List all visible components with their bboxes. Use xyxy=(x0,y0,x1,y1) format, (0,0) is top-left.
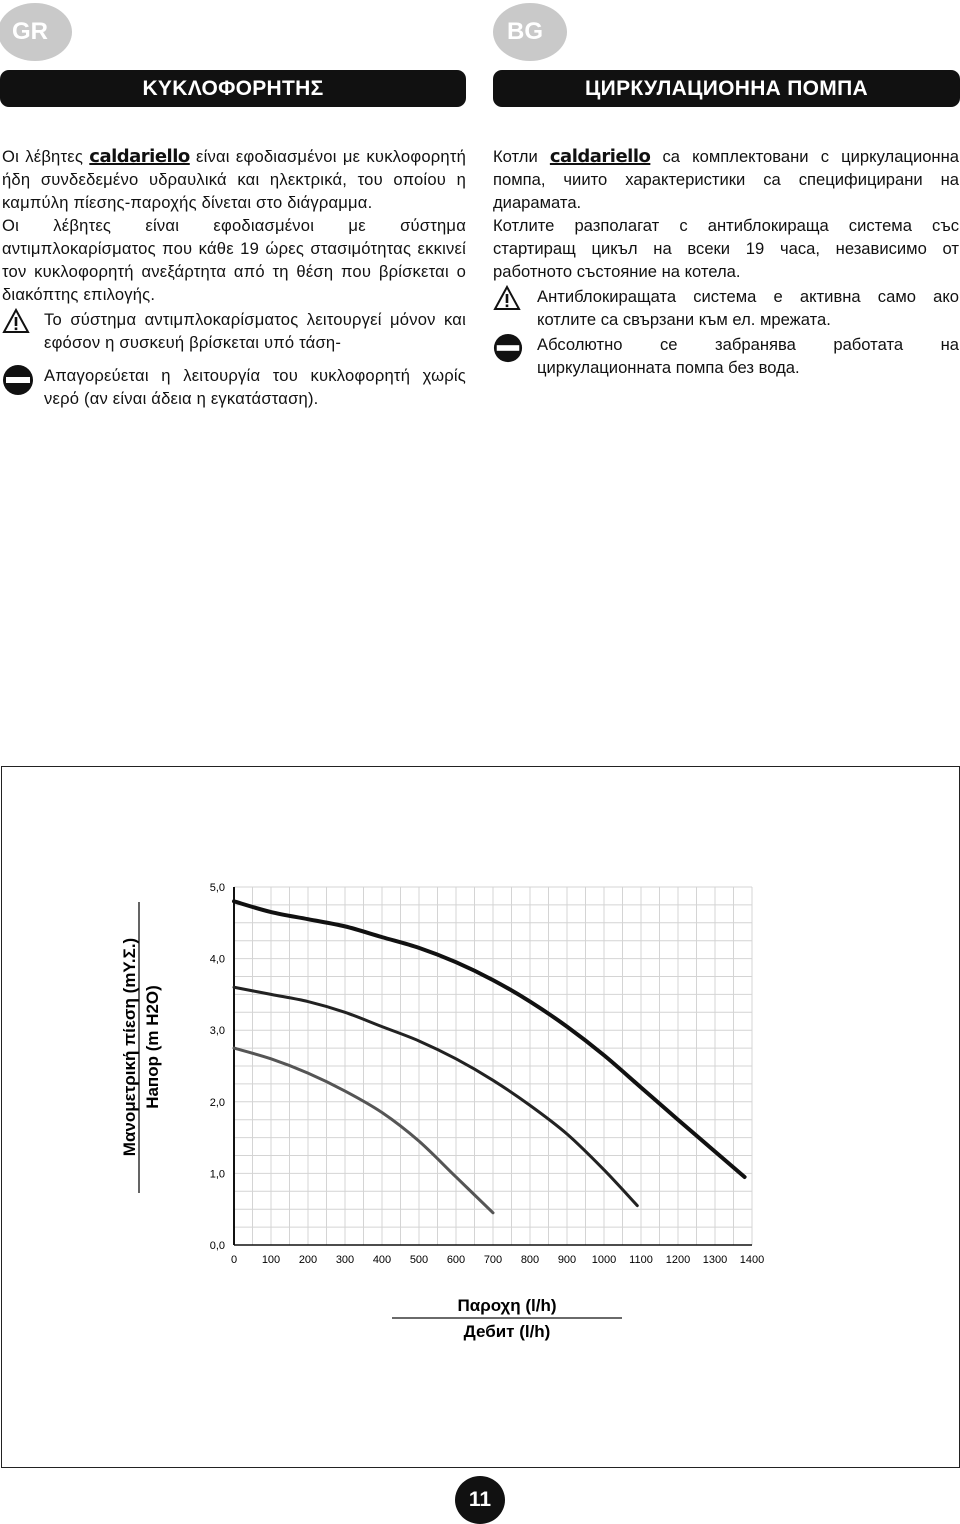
y-axis-label-bg: Напор (m H2O) xyxy=(143,985,162,1109)
y-tick-label: 3,0 xyxy=(209,1025,225,1038)
warning-triangle-icon xyxy=(493,285,521,317)
intro-text-bg: Котли xyxy=(493,147,550,166)
x-tick-label: 800 xyxy=(520,1254,540,1266)
pump-curve-chart-frame xyxy=(1,766,960,1468)
x-tick-label: 1100 xyxy=(629,1254,653,1266)
section-title-bg: ЦИРКУЛАЦИОННА ПОМПА xyxy=(493,70,960,107)
intro-paragraph-bg xyxy=(493,145,959,214)
brand-logo: caldariello xyxy=(89,146,190,167)
y-tick-labels xyxy=(210,882,225,1252)
x-axis-label-bg: Дебит (l/h) xyxy=(463,1322,551,1341)
prohibition-text-gr: Απαγορεύεται η λειτουργία του κυκλοφορητή χωρίς νερό (αν είναι άδεια η εγκατάσταση). xyxy=(44,366,466,408)
x-tick-label: 300 xyxy=(335,1254,355,1266)
y-tick-label: 2,0 xyxy=(209,1096,225,1109)
no-entry-icon xyxy=(2,364,34,402)
brand-logo: caldariello xyxy=(549,146,651,167)
x-tick-label: 100 xyxy=(261,1254,281,1266)
y-tick-label: 0,0 xyxy=(209,1240,225,1252)
y-tick-label: 4,0 xyxy=(209,953,225,966)
x-tick-label: 400 xyxy=(372,1254,392,1266)
warning-note-bg xyxy=(493,285,959,331)
prohibition-text-bg: Абсолютно се забранява работата на циркулационната помпа без вода. xyxy=(537,335,959,377)
warning-text-bg: Антиблокиращата система е активна само ако котлите са свързани към ел. мрежата. xyxy=(537,287,959,329)
pump-curve-1 xyxy=(234,901,745,1177)
prohibition-note-bg xyxy=(493,333,959,379)
intro-text-gr-cont: είναι εφοδιασμένοι με κυκλοφορητή ήδη συνδεδεμένο υδραυλικά και ηλεκτρικά, του οποίου η καμπύλη πίεσης-παροχής δίνεται στο διάγραμμα. xyxy=(2,147,467,212)
intro-text-gr: Οι λέβητες xyxy=(2,147,90,166)
x-tick-labels xyxy=(231,1254,764,1266)
antiblock-paragraph-gr: Οι λέβητες είναι εφοδιασμένοι με σύστημα αντιμπλοκαρίσματος που κάθε 19 ώρες στασιμότητας εκκινεί τον κυκλοφορητή ανεξάρτητα από τη θέση που βρίσκεται ο διακόπτης επιλογής. xyxy=(2,216,466,304)
y-axis-label-gr: Μανομετρική πίεση (mΥ.Σ.) xyxy=(120,937,139,1157)
section-title-gr: ΚΥΚΛΟΦΟΡΗΤΗΣ xyxy=(0,70,466,107)
intro-paragraph-gr xyxy=(2,145,466,214)
chart-grid xyxy=(234,887,752,1245)
x-tick-label: 1000 xyxy=(591,1254,617,1266)
warning-text-gr: Το σύστημα αντιμπλοκαρίσματος λειτουργεί μόνον και εφόσον η συσκευή βρίσκεται υπό τάση- xyxy=(44,310,466,352)
x-tick-label: 200 xyxy=(298,1254,318,1266)
language-badge-bg: BG xyxy=(493,3,567,61)
page-number: 11 xyxy=(455,1476,505,1524)
x-tick-label: 1300 xyxy=(702,1254,728,1266)
antiblock-paragraph-bg: Котлите разполагат с антиблокираща система със стартиращ цикъл на всеки 19 часа, независимо от работното състояние на котела. xyxy=(493,216,959,281)
x-tick-label: 500 xyxy=(409,1254,429,1266)
x-tick-label: 700 xyxy=(483,1254,503,1266)
pump-curve-2 xyxy=(234,987,637,1205)
x-tick-label: 0 xyxy=(230,1254,238,1266)
x-tick-label: 600 xyxy=(446,1254,466,1266)
x-tick-label: 1400 xyxy=(739,1254,765,1266)
text-column-gr xyxy=(2,145,466,410)
intro-text-bg-cont: са комплектовани с циркулационна помпа, чиито характеристики са специфицирани на диарамата. xyxy=(493,147,959,212)
warning-triangle-icon xyxy=(2,308,30,340)
y-tick-label: 1,0 xyxy=(209,1168,225,1181)
x-axis-label-gr: Παροχη (l/h) xyxy=(457,1296,557,1315)
y-tick-label: 5,0 xyxy=(209,882,225,894)
chart-series xyxy=(234,901,745,1212)
no-entry-icon xyxy=(493,333,523,369)
text-column-bg xyxy=(493,145,959,379)
pump-curve-chart xyxy=(2,767,959,1467)
x-tick-label: 900 xyxy=(557,1254,577,1266)
language-badge-gr: GR xyxy=(0,3,72,61)
warning-note-gr xyxy=(2,308,466,354)
x-tick-label: 1200 xyxy=(665,1254,691,1266)
prohibition-note-gr xyxy=(2,364,466,410)
